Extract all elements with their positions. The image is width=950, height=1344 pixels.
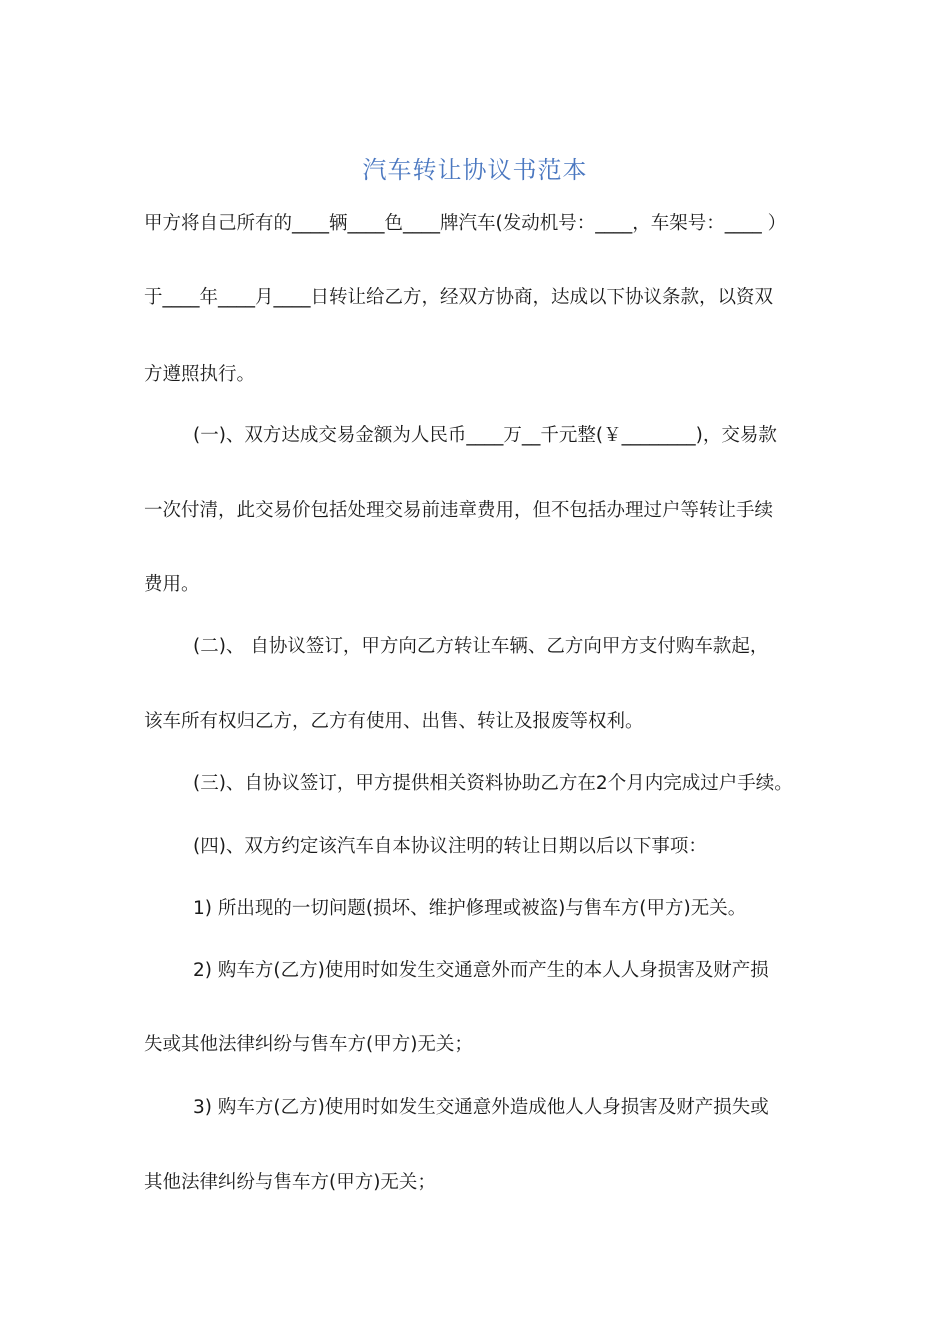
clause-1-line-2: 一次付清，此交易价包括处理交易前违章费用，但不包括办理过户等转让手续: [144, 500, 774, 521]
clause-2-line-1: (二)、 自协议签订，甲方向乙方转让车辆、乙方向甲方支付购车款起，: [193, 636, 769, 657]
item-3-line-1: 3) 购车方(乙方)使用时如发生交通意外造成他人人身损害及财产损失或: [193, 1097, 769, 1118]
clause-3-line-1: (三)、自协议签订，甲方提供相关资料协助乙方在2个月内完成过户手续。: [193, 773, 793, 794]
item-1-line-1: 1) 所出现的一切问题(损坏、维护修理或被盗)与售车方(甲方)无关。: [193, 898, 747, 919]
clause-4-line-1: (四)、双方约定该汽车自本协议注明的转让日期以后以下事项：: [193, 836, 707, 857]
paragraph-intro-line-3: 方遵照执行。: [144, 364, 256, 385]
clause-2-line-2: 该车所有权归乙方，乙方有使用、出售、转让及报废等权利。: [144, 711, 644, 732]
clause-1-line-1: (一)、双方达成交易金额为人民币____万__千元整(￥________)，交易款: [193, 425, 777, 446]
document-title: 汽车转让协议书范本: [362, 156, 588, 184]
item-2-line-2: 失或其他法律纠纷与售车方(甲方)无关；: [144, 1034, 473, 1055]
paragraph-intro-line-1: 甲方将自己所有的____辆____色____牌汽车(发动机号：____，车架号：____ ）: [144, 213, 787, 234]
paragraph-intro-line-2: 于____年____月____日转让给乙方，经双方协商，达成以下协议条款，以资双: [144, 287, 774, 308]
item-2-line-1: 2) 购车方(乙方)使用时如发生交通意外而产生的本人人身损害及财产损: [193, 960, 769, 981]
item-3-line-2: 其他法律纠纷与售车方(甲方)无关；: [144, 1172, 436, 1193]
clause-1-line-3: 费用。: [144, 574, 200, 595]
